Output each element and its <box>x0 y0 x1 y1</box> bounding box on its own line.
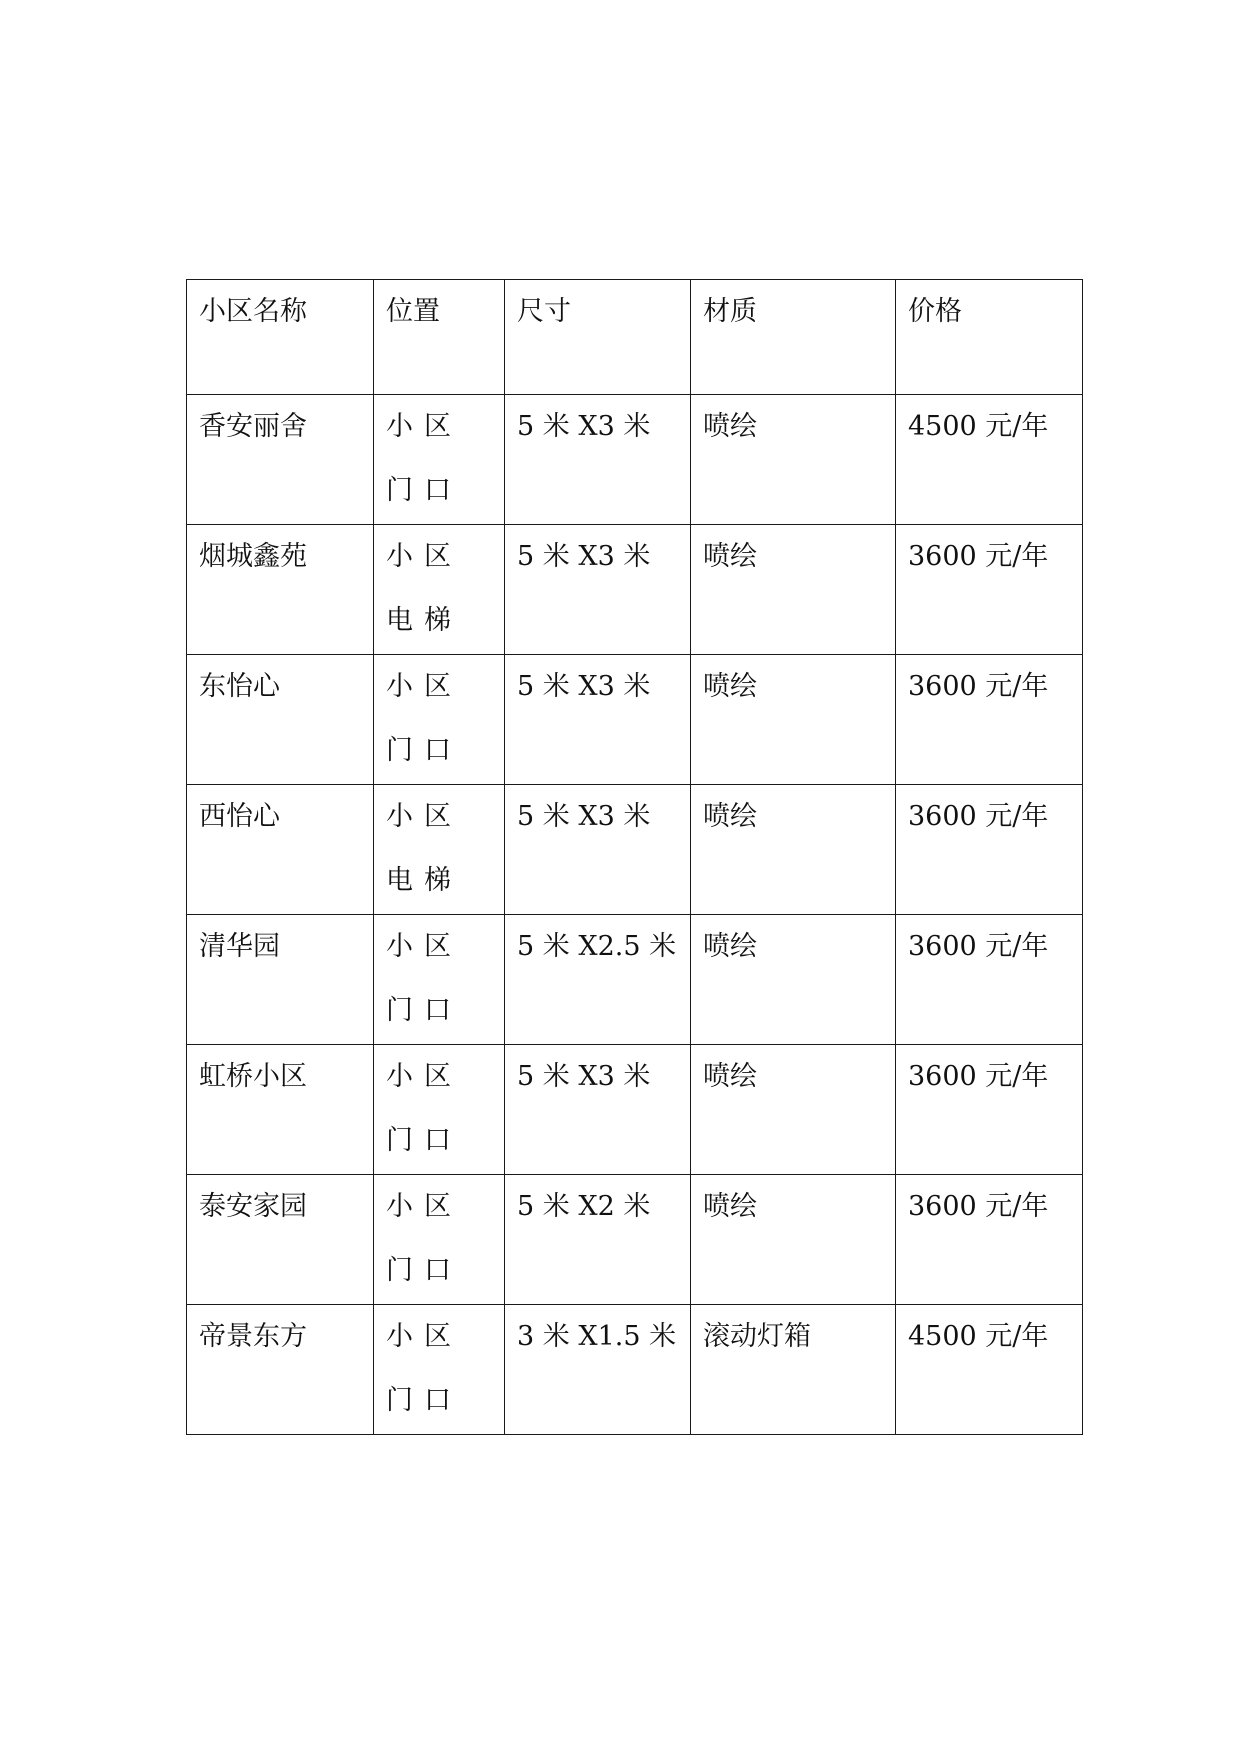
community-name: 西怡心 <box>199 801 280 832</box>
location-text: 小区门口 <box>386 1191 462 1286</box>
header-name-label: 小区名称 <box>199 296 307 327</box>
cell-size <box>505 655 691 785</box>
cell-name <box>187 1305 374 1435</box>
cell-size <box>505 785 691 915</box>
price-text: 3600 元/年 <box>908 1061 1049 1092</box>
cell-name <box>187 1045 374 1175</box>
cell-location <box>374 655 505 785</box>
material-text: 喷绘 <box>703 1191 757 1222</box>
cell-price <box>896 915 1083 1045</box>
community-name: 泰安家园 <box>199 1191 307 1222</box>
cell-material <box>691 655 896 785</box>
cell-name <box>187 525 374 655</box>
cell-location <box>374 1175 505 1305</box>
table-row <box>187 655 1083 785</box>
location-text: 小区电梯 <box>386 541 462 636</box>
cell-price <box>896 525 1083 655</box>
price-text: 3600 元/年 <box>908 931 1049 962</box>
header-cell-location <box>374 280 505 395</box>
size-text: 5 米 X2 米 <box>517 1191 651 1222</box>
cell-location <box>374 785 505 915</box>
location-text: 小区门口 <box>386 1061 462 1156</box>
location-text: 小区电梯 <box>386 801 462 896</box>
table-row <box>187 395 1083 525</box>
cell-location <box>374 395 505 525</box>
community-name: 虹桥小区 <box>199 1061 307 1092</box>
community-name: 香安丽舍 <box>199 411 307 442</box>
material-text: 喷绘 <box>703 931 757 962</box>
cell-material <box>691 395 896 525</box>
price-text: 3600 元/年 <box>908 801 1049 832</box>
header-location-label: 位置 <box>386 296 440 327</box>
cell-location <box>374 525 505 655</box>
community-name: 东怡心 <box>199 671 280 702</box>
cell-material <box>691 1305 896 1435</box>
table-row <box>187 1175 1083 1305</box>
material-text: 喷绘 <box>703 541 757 572</box>
cell-size <box>505 525 691 655</box>
cell-price <box>896 655 1083 785</box>
cell-name <box>187 655 374 785</box>
header-material-label: 材质 <box>703 296 757 327</box>
cell-name <box>187 395 374 525</box>
header-cell-price <box>896 280 1083 395</box>
cell-material <box>691 1045 896 1175</box>
cell-location <box>374 1305 505 1435</box>
table-header-row <box>187 280 1083 395</box>
location-text: 小区门口 <box>386 931 462 1026</box>
material-text: 喷绘 <box>703 411 757 442</box>
size-text: 5 米 X3 米 <box>517 411 651 442</box>
material-text: 喷绘 <box>703 671 757 702</box>
cell-size <box>505 1175 691 1305</box>
cell-name <box>187 785 374 915</box>
table-row <box>187 1045 1083 1175</box>
cell-size <box>505 915 691 1045</box>
material-text: 喷绘 <box>703 801 757 832</box>
cell-name <box>187 915 374 1045</box>
community-name: 帝景东方 <box>199 1321 307 1352</box>
price-text: 3600 元/年 <box>908 1191 1049 1222</box>
price-text: 3600 元/年 <box>908 671 1049 702</box>
header-cell-size <box>505 280 691 395</box>
cell-price <box>896 1175 1083 1305</box>
community-name: 清华园 <box>199 931 280 962</box>
size-text: 5 米 X2.5 米 <box>517 931 677 962</box>
table-row <box>187 785 1083 915</box>
size-text: 5 米 X3 米 <box>517 541 651 572</box>
cell-material <box>691 1175 896 1305</box>
cell-price <box>896 395 1083 525</box>
material-text: 喷绘 <box>703 1061 757 1092</box>
cell-name <box>187 1175 374 1305</box>
cell-size <box>505 1045 691 1175</box>
size-text: 5 米 X3 米 <box>517 1061 651 1092</box>
table-row <box>187 1305 1083 1435</box>
cell-material <box>691 915 896 1045</box>
cell-material <box>691 785 896 915</box>
cell-price <box>896 1305 1083 1435</box>
community-name: 烟城鑫苑 <box>199 541 307 572</box>
price-text: 3600 元/年 <box>908 541 1049 572</box>
billboard-price-table <box>186 279 1083 1435</box>
location-text: 小区门口 <box>386 1321 462 1416</box>
cell-price <box>896 785 1083 915</box>
cell-location <box>374 915 505 1045</box>
location-text: 小区门口 <box>386 671 462 766</box>
size-text: 5 米 X3 米 <box>517 671 651 702</box>
header-cell-material <box>691 280 896 395</box>
size-text: 3 米 X1.5 米 <box>517 1321 677 1352</box>
price-text: 4500 元/年 <box>908 1321 1049 1352</box>
header-size-label: 尺寸 <box>517 296 571 327</box>
material-text: 滚动灯箱 <box>703 1321 811 1352</box>
cell-price <box>896 1045 1083 1175</box>
location-text: 小区门口 <box>386 411 462 506</box>
cell-size <box>505 395 691 525</box>
cell-location <box>374 1045 505 1175</box>
header-price-label: 价格 <box>908 296 962 327</box>
cell-size <box>505 1305 691 1435</box>
table-row <box>187 525 1083 655</box>
cell-material <box>691 525 896 655</box>
price-text: 4500 元/年 <box>908 411 1049 442</box>
header-cell-name <box>187 280 374 395</box>
size-text: 5 米 X3 米 <box>517 801 651 832</box>
table-row <box>187 915 1083 1045</box>
